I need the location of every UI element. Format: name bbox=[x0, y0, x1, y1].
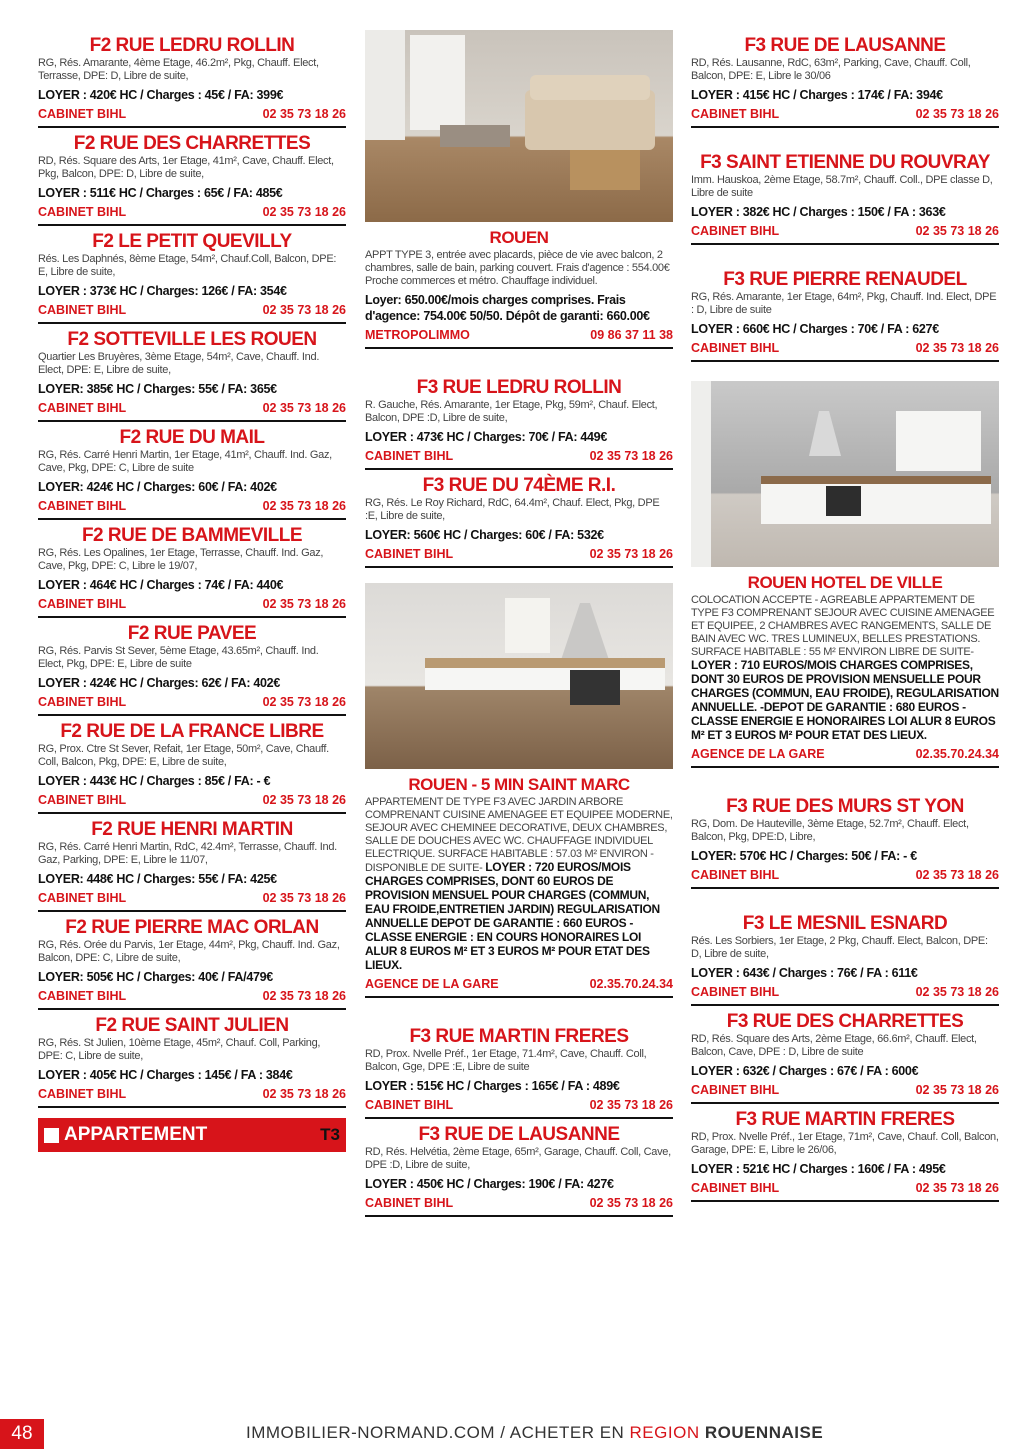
listing-rent: LOYER : 443€ HC / Charges : 85€ / FA: - € bbox=[38, 774, 271, 788]
listing-description: APPT TYPE 3, entrée avec placards, pièce de vie avec balcon, 2 chambres, salle de bain, parking couvert. Frais d'agence : 554.00€ Proche commerces et métro. Chauffage individuel. bbox=[365, 249, 670, 287]
listing-title: F3 RUE DES MURS ST YON bbox=[726, 796, 964, 817]
listing-rent: LOYER: 560€ HC / Charges: 60€ / FA: 532€ bbox=[365, 528, 604, 542]
listing-description: RG, Rés. Orée du Parvis, 1er Etage, 44m², Pkg, Chauff. Ind. Gaz, Balcon, DPE: C, Libre de suite, bbox=[38, 939, 340, 964]
agency-name: CABINET BIHL bbox=[691, 107, 780, 121]
agency-name: CABINET BIHL bbox=[691, 985, 780, 999]
column-right bbox=[691, 30, 999, 1207]
listing-card bbox=[691, 913, 999, 1006]
agency-name: CABINET BIHL bbox=[38, 107, 127, 121]
listing-card bbox=[38, 623, 346, 716]
agency-name: CABINET BIHL bbox=[38, 695, 127, 709]
agency-name: CABINET BIHL bbox=[38, 597, 127, 611]
agency-phone: 02 35 73 18 26 bbox=[262, 793, 346, 807]
listing-rent: LOYER : 373€ HC / Charges: 126€ / FA: 354€ bbox=[38, 284, 287, 298]
listing-title: F2 LE PETIT QUEVILLY bbox=[92, 231, 292, 252]
listing-card bbox=[691, 152, 999, 245]
listing-card bbox=[365, 227, 673, 349]
listing-contact bbox=[365, 448, 673, 464]
kitchen-photo bbox=[691, 381, 999, 567]
footer-buy: ACHETER EN bbox=[509, 1423, 630, 1442]
living-room-illustration bbox=[365, 30, 673, 222]
agency-name: CABINET BIHL bbox=[365, 547, 454, 561]
listing-rent: LOYER : 660€ HC / Charges : 70€ / FA : 627€ bbox=[691, 322, 939, 336]
listing-contact bbox=[38, 1086, 346, 1102]
listing-description: RD, Rés. Lausanne, RdC, 63m², Parking, Cave, Chauff. Coll, Balcon, DPE: E, Libre le 30/06 bbox=[691, 57, 971, 82]
listing-contact bbox=[38, 498, 346, 514]
listing-contact bbox=[365, 546, 673, 562]
listing-description: RD, Prox. Nvelle Préf., 1er Etage, 71m², Cave, Chauf. Coll, Balcon, Garage, DPE: E, Libre le 26/06, bbox=[691, 1131, 999, 1156]
listing-title: F3 RUE DES CHARRETTES bbox=[726, 1011, 964, 1032]
listing-contact bbox=[691, 1082, 999, 1098]
listing-description: Quartier Les Bruyères, 3ème Etage, 54m², Cave, Chauff. Ind. Elect, DPE: E, Libre de suite, bbox=[38, 351, 320, 376]
listing-card bbox=[365, 774, 673, 998]
listing-rent: LOYER : 710 EUROS/MOIS CHARGES COMPRISES, DONT 30 EUROS DE PROVISION MENSUELLE POUR CHARGES (COMMUN, EAU FROIDE), REGULARISATION ANNUELLE. -DEPOT DE GARANTIE : 680 EUROS - CLASSE ENERGIE E HONORAIRES LOI ALUR 8 EUROS M² ET 3 EUROS M² POUR ETAT DES LIEUX. bbox=[691, 658, 999, 742]
agency-name: CABINET BIHL bbox=[38, 499, 127, 513]
listing-rent: LOYER : 450€ HC / Charges: 190€ / FA: 427€ bbox=[365, 1177, 614, 1191]
listing-contact bbox=[365, 1195, 673, 1211]
listing-contact bbox=[38, 596, 346, 612]
listing-card bbox=[38, 133, 346, 226]
agency-name: CABINET BIHL bbox=[38, 303, 127, 317]
agency-phone: 02 35 73 18 26 bbox=[262, 303, 346, 317]
listing-contact bbox=[691, 106, 999, 122]
living-room-photo bbox=[365, 30, 673, 222]
listing-description: RG, Dom. De Hauteville, 3ème Etage, 52.7m², Chauff. Elect, Balcon, Pkg, DPE:D, Libre, bbox=[691, 818, 969, 843]
listing-title: F2 RUE DU MAIL bbox=[119, 427, 265, 448]
listing-title: F3 LE MESNIL ESNARD bbox=[742, 913, 948, 934]
listing-rent: LOYER: 385€ HC / Charges: 55€ / FA: 365€ bbox=[38, 382, 277, 396]
listing-contact bbox=[38, 890, 346, 906]
listing-title: ROUEN bbox=[489, 228, 549, 247]
listing-card bbox=[38, 721, 346, 814]
agency-name: CABINET BIHL bbox=[691, 1181, 780, 1195]
agency-name: METROPOLIMMO bbox=[365, 328, 470, 342]
agency-phone: 02 35 73 18 26 bbox=[915, 1083, 999, 1097]
agency-phone: 02 35 73 18 26 bbox=[915, 985, 999, 999]
listing-rent: Loyer: 650.00€/mois charges comprises. Frais d'agence: 754.00€ 50/50. Dépôt de garanti: 660.00€ bbox=[365, 293, 650, 323]
listing-card bbox=[38, 329, 346, 422]
listing-rent: LOYER : 382€ HC / Charges : 150€ / FA : 363€ bbox=[691, 205, 946, 219]
listing-card bbox=[365, 475, 673, 568]
agency-phone: 02 35 73 18 26 bbox=[589, 1098, 673, 1112]
agency-name: CABINET BIHL bbox=[365, 1098, 454, 1112]
agency-phone: 02 35 73 18 26 bbox=[589, 449, 673, 463]
listing-contact bbox=[38, 792, 346, 808]
agency-phone: 02 35 73 18 26 bbox=[589, 1196, 673, 1210]
agency-phone: 02 35 73 18 26 bbox=[262, 989, 346, 1003]
listing-description: RG, Rés. Les Opalines, 1er Etage, Terrasse, Chauff. Ind. Gaz, Cave, Pkg, DPE: C, Libre le 19/07, bbox=[38, 547, 324, 572]
agency-name: CABINET BIHL bbox=[691, 1083, 780, 1097]
listing-contact bbox=[38, 694, 346, 710]
listing-description: RG, Rés. Le Roy Richard, RdC, 64.4m², Chauf. Elect, Pkg, DPE :E, Libre de suite, bbox=[365, 497, 660, 522]
agency-phone: 02.35.70.24.34 bbox=[915, 747, 999, 761]
footer-site: IMMOBILIER-NORMAND.COM bbox=[246, 1423, 495, 1442]
agency-phone: 02 35 73 18 26 bbox=[915, 107, 999, 121]
agency-phone: 02 35 73 18 26 bbox=[915, 868, 999, 882]
listing-title: F3 RUE MARTIN FRERES bbox=[409, 1026, 629, 1047]
listing-rent: LOYER: 570€ HC / Charges: 50€ / FA: - € bbox=[691, 849, 917, 863]
listing-card bbox=[691, 269, 999, 362]
listing-rent: LOYER: 505€ HC / Charges: 40€ / FA/479€ bbox=[38, 970, 273, 984]
listing-title: F2 RUE DE BAMMEVILLE bbox=[81, 525, 303, 546]
footer-city: ROUENNAISE bbox=[699, 1423, 824, 1442]
listing-rent: LOYER : 511€ HC / Charges : 65€ / FA: 485€ bbox=[38, 186, 283, 200]
agency-phone: 02 35 73 18 26 bbox=[262, 499, 346, 513]
listing-contact bbox=[38, 204, 346, 220]
listing-card bbox=[691, 35, 999, 128]
listing-rent: LOYER: 424€ HC / Charges: 60€ / FA: 402€ bbox=[38, 480, 277, 494]
listing-rent: LOYER : 521€ HC / Charges : 160€ / FA : 495€ bbox=[691, 1162, 946, 1176]
listing-card bbox=[38, 35, 346, 128]
listing-title: ROUEN HOTEL DE VILLE bbox=[747, 573, 943, 592]
listing-description: Imm. Hauskoa, 2ème Etage, 58.7m², Chauff. Coll., DPE classe D, Libre de suite bbox=[691, 174, 993, 199]
listing-contact bbox=[38, 400, 346, 416]
listing-title: F3 RUE MARTIN FRERES bbox=[735, 1109, 955, 1130]
footer-text: IMMOBILIER-NORMAND.COM / ACHETER EN REGION ROUENNAISE bbox=[246, 1423, 824, 1442]
listing-contact bbox=[365, 1097, 673, 1113]
column-middle bbox=[365, 30, 673, 1222]
listing-title: F3 RUE PIERRE RENAUDEL bbox=[723, 269, 967, 290]
listing-description: RG, Rés. St Julien, 10ème Etage, 45m², Chauf. Coll, Parking, DPE: C, Libre de suite, bbox=[38, 1037, 321, 1062]
listing-rent: LOYER : 405€ HC / Charges : 145€ / FA : 384€ bbox=[38, 1068, 293, 1082]
listing-description: RD, Prox. Nvelle Préf., 1er Etage, 71.4m², Cave, Chauff. Coll, Balcon, Gge, DPE :E, Libre de suite bbox=[365, 1048, 647, 1073]
agency-phone: 09 86 37 11 38 bbox=[590, 328, 673, 342]
agency-phone: 02 35 73 18 26 bbox=[915, 224, 999, 238]
listing-description: RD, Rés. Square des Arts, 2ème Etage, 66.6m², Chauff. Elect, Balcon, Cave, DPE : D, Libre de suite bbox=[691, 1033, 977, 1058]
listing-description: RD, Rés. Square des Arts, 1er Etage, 41m², Cave, Chauff. Elect, Pkg, Balcon, DPE: D, Libre de suite, bbox=[38, 155, 334, 180]
listing-title: F2 RUE LEDRU ROLLIN bbox=[89, 35, 295, 56]
listing-card bbox=[365, 377, 673, 470]
agency-phone: 02 35 73 18 26 bbox=[262, 205, 346, 219]
kitchen-photo bbox=[365, 583, 673, 769]
listing-card bbox=[38, 231, 346, 324]
listing-rent: LOYER : 415€ HC / Charges : 174€ / FA: 394€ bbox=[691, 88, 943, 102]
listing-description: APPARTEMENT DE TYPE F3 AVEC JARDIN ARBORE COMPRENANT CUISINE AMENAGEE ET EQUIPEE MODERNE, SEJOUR AVEC CHEMINEE DECORATIVE, DEUX CHAMBRES, SALLE DE DOUCHES AVEC WC. CHAUFFAGE INDIVIDUEL ELECTRIQUE. SURFACE HABITABLE : 57.03 M² ENVIRON - DISPONIBLE DE SUITE- bbox=[365, 796, 673, 874]
agency-name: CABINET BIHL bbox=[38, 205, 127, 219]
listing-description: RG, Rés. Carré Henri Martin, RdC, 42.4m², Terrasse, Chauff. Ind. Gaz, Parking, DPE: E, Libre le 11/07, bbox=[38, 841, 337, 866]
agency-name: CABINET BIHL bbox=[365, 1196, 454, 1210]
listing-contact bbox=[38, 302, 346, 318]
agency-phone: 02 35 73 18 26 bbox=[262, 1087, 346, 1101]
listing-description: COLOCATION ACCEPTE - AGREABLE APPARTEMENT DE TYPE F3 COMPRENANT SEJOUR AVEC CUISINE AMENAGEE ET EQUIPEE, 2 CHAMBRES AVEC RANGEMENTS, SALLE DE BAIN AVEC WC. TRES LUMINEUX, BELLES PRESTATIONS. SURFACE HABITABLE : 55 M² ENVIRON LIBRE DE SUITE- bbox=[691, 594, 995, 658]
agency-name: CABINET BIHL bbox=[38, 989, 127, 1003]
listing-title: F3 RUE DU 74ÈME R.I. bbox=[422, 475, 616, 496]
listing-title: F2 RUE PAVEE bbox=[127, 623, 257, 644]
listing-description: RG, Prox. Ctre St Sever, Refait, 1er Etage, 50m², Cave, Chauff. Coll, Balcon, Pkg, DPE: E, Libre de suite, bbox=[38, 743, 329, 768]
listing-contact bbox=[691, 1180, 999, 1196]
listing-rent: LOYER : 464€ HC / Charges : 74€ / FA: 440€ bbox=[38, 578, 284, 592]
column-left bbox=[38, 30, 346, 1152]
agency-name: CABINET BIHL bbox=[38, 401, 127, 415]
listing-title: F3 RUE LEDRU ROLLIN bbox=[416, 377, 622, 398]
listing-rent: LOYER : 632€ / Charges : 67€ / FA : 600€ bbox=[691, 1064, 919, 1078]
listing-title: F2 RUE DE LA FRANCE LIBRE bbox=[60, 721, 324, 742]
agency-phone: 02.35.70.24.34 bbox=[589, 977, 673, 991]
agency-phone: 02 35 73 18 26 bbox=[262, 891, 346, 905]
listing-title: F2 RUE PIERRE MAC ORLAN bbox=[65, 917, 319, 938]
listing-rent: LOYER : 720 EUROS/MOIS CHARGES COMPRISES, DONT 60 EUROS DE PROVISION MENSUEL POUR CHARGES (COMMUN, EAU FROIDE,ENTRETIEN JARDIN) REGULARISATION ANNUELLE DEPOT DE GARANTIE : 660 EUROS - CLASSE ENERGIE : EN COURS HONORAIRES LOI ALUR 8 EUROS M² ET 3 EUROS M² POUR ETAT DES LIEUX. bbox=[365, 860, 660, 972]
agency-phone: 02 35 73 18 26 bbox=[262, 401, 346, 415]
listing-title: F3 RUE DE LAUSANNE bbox=[744, 35, 946, 56]
listing-title: F3 RUE DE LAUSANNE bbox=[418, 1124, 620, 1145]
listing-title: F2 RUE HENRI MARTIN bbox=[91, 819, 293, 840]
agency-name: CABINET BIHL bbox=[691, 224, 780, 238]
listing-title: F2 RUE DES CHARRETTES bbox=[73, 133, 311, 154]
listing-contact bbox=[365, 327, 673, 343]
listing-rent: LOYER : 473€ HC / Charges: 70€ / FA: 449€ bbox=[365, 430, 607, 444]
agency-phone: 02 35 73 18 26 bbox=[915, 1181, 999, 1195]
listing-rent: LOYER : 515€ HC / Charges : 165€ / FA : 489€ bbox=[365, 1079, 620, 1093]
agency-phone: 02 35 73 18 26 bbox=[589, 547, 673, 561]
listing-card bbox=[38, 819, 346, 912]
listing-description: Rés. Les Sorbiers, 1er Etage, 2 Pkg, Chauff. Elect, Balcon, DPE: D, Libre de suite, bbox=[691, 935, 988, 960]
listing-description: RG, Rés. Amarante, 4ème Etage, 46.2m², Pkg, Chauff. Elect, Terrasse, DPE: D, Libre de suite, bbox=[38, 57, 319, 82]
listing-description: R. Gauche, Rés. Amarante, 1er Etage, Pkg, 59m², Chauf. Elect, Balcon, DPE :D, Libre de suite, bbox=[365, 399, 658, 424]
agency-name: AGENCE DE LA GARE bbox=[691, 747, 825, 761]
listing-card bbox=[365, 1124, 673, 1217]
listing-title: F2 SOTTEVILLE LES ROUEN bbox=[67, 329, 317, 350]
agency-name: CABINET BIHL bbox=[691, 868, 780, 882]
listing-description: RD, Rés. Helvétia, 2ème Etage, 65m², Garage, Chauff. Coll, Cave, DPE :D, Libre de suite, bbox=[365, 1146, 671, 1171]
agency-name: CABINET BIHL bbox=[365, 449, 454, 463]
listing-contact bbox=[691, 223, 999, 239]
agency-name: CABINET BIHL bbox=[38, 793, 127, 807]
listing-contact bbox=[691, 340, 999, 356]
agency-phone: 02 35 73 18 26 bbox=[915, 341, 999, 355]
listing-card bbox=[38, 1015, 346, 1108]
listing-contact bbox=[365, 976, 673, 992]
agency-name: CABINET BIHL bbox=[38, 1087, 127, 1101]
listing-rent: LOYER: 448€ HC / Charges: 55€ / FA: 425€ bbox=[38, 872, 277, 886]
listing-description: Rés. Les Daphnés, 8ème Etage, 54m², Chauf.Coll, Balcon, DPE: E, Libre de suite, bbox=[38, 253, 337, 278]
listing-card bbox=[38, 917, 346, 1010]
listing-card bbox=[691, 796, 999, 889]
listing-card bbox=[691, 572, 999, 768]
listing-description: RG, Rés. Amarante, 1er Etage, 64m², Pkg, Chauff. Ind. Elect, DPE : D, Libre de suite bbox=[691, 291, 997, 316]
listing-rent: LOYER : 420€ HC / Charges : 45€ / FA: 399€ bbox=[38, 88, 284, 102]
listing-rent: LOYER : 424€ HC / Charges: 62€ / FA: 402€ bbox=[38, 676, 280, 690]
footer-region: REGION bbox=[629, 1423, 700, 1442]
listing-contact bbox=[38, 988, 346, 1004]
kitchen-illustration bbox=[691, 381, 999, 567]
listing-contact bbox=[691, 746, 999, 762]
agency-name: CABINET BIHL bbox=[38, 891, 127, 905]
listing-contact bbox=[38, 106, 346, 122]
section-banner bbox=[38, 1118, 346, 1152]
square-icon bbox=[44, 1128, 59, 1143]
banner-label: APPARTEMENT bbox=[64, 1124, 208, 1145]
listing-description: RG, Rés. Parvis St Sever, 5ème Etage, 43.65m², Chauff. Ind. Elect, Pkg, DPE: E, Libre de suite bbox=[38, 645, 319, 670]
listing-title: ROUEN - 5 MIN SAINT MARC bbox=[408, 775, 630, 794]
listing-title: F3 SAINT ETIENNE DU ROUVRAY bbox=[700, 152, 990, 173]
page-footer bbox=[0, 1419, 1024, 1449]
listing-card bbox=[365, 1026, 673, 1119]
listing-contact bbox=[691, 867, 999, 883]
listing-card bbox=[38, 427, 346, 520]
listing-description: RG, Rés. Carré Henri Martin, 1er Etage, 41m², Chauff. Ind. Gaz, Cave, Pkg, DPE: C, Libre de suite bbox=[38, 449, 332, 474]
agency-name: CABINET BIHL bbox=[691, 341, 780, 355]
listing-title: F2 RUE SAINT JULIEN bbox=[95, 1015, 289, 1036]
agency-phone: 02 35 73 18 26 bbox=[262, 597, 346, 611]
listing-rent: LOYER : 643€ / Charges : 76€ / FA : 611€ bbox=[691, 966, 918, 980]
listing-card bbox=[691, 1109, 999, 1202]
agency-phone: 02 35 73 18 26 bbox=[262, 107, 346, 121]
kitchen-illustration bbox=[365, 583, 673, 769]
agency-name: AGENCE DE LA GARE bbox=[365, 977, 499, 991]
listing-card bbox=[38, 525, 346, 618]
listing-contact bbox=[691, 984, 999, 1000]
page-number: 48 bbox=[0, 1419, 44, 1449]
listing-card bbox=[691, 1011, 999, 1104]
agency-phone: 02 35 73 18 26 bbox=[262, 695, 346, 709]
banner-type: T3 bbox=[320, 1125, 340, 1144]
